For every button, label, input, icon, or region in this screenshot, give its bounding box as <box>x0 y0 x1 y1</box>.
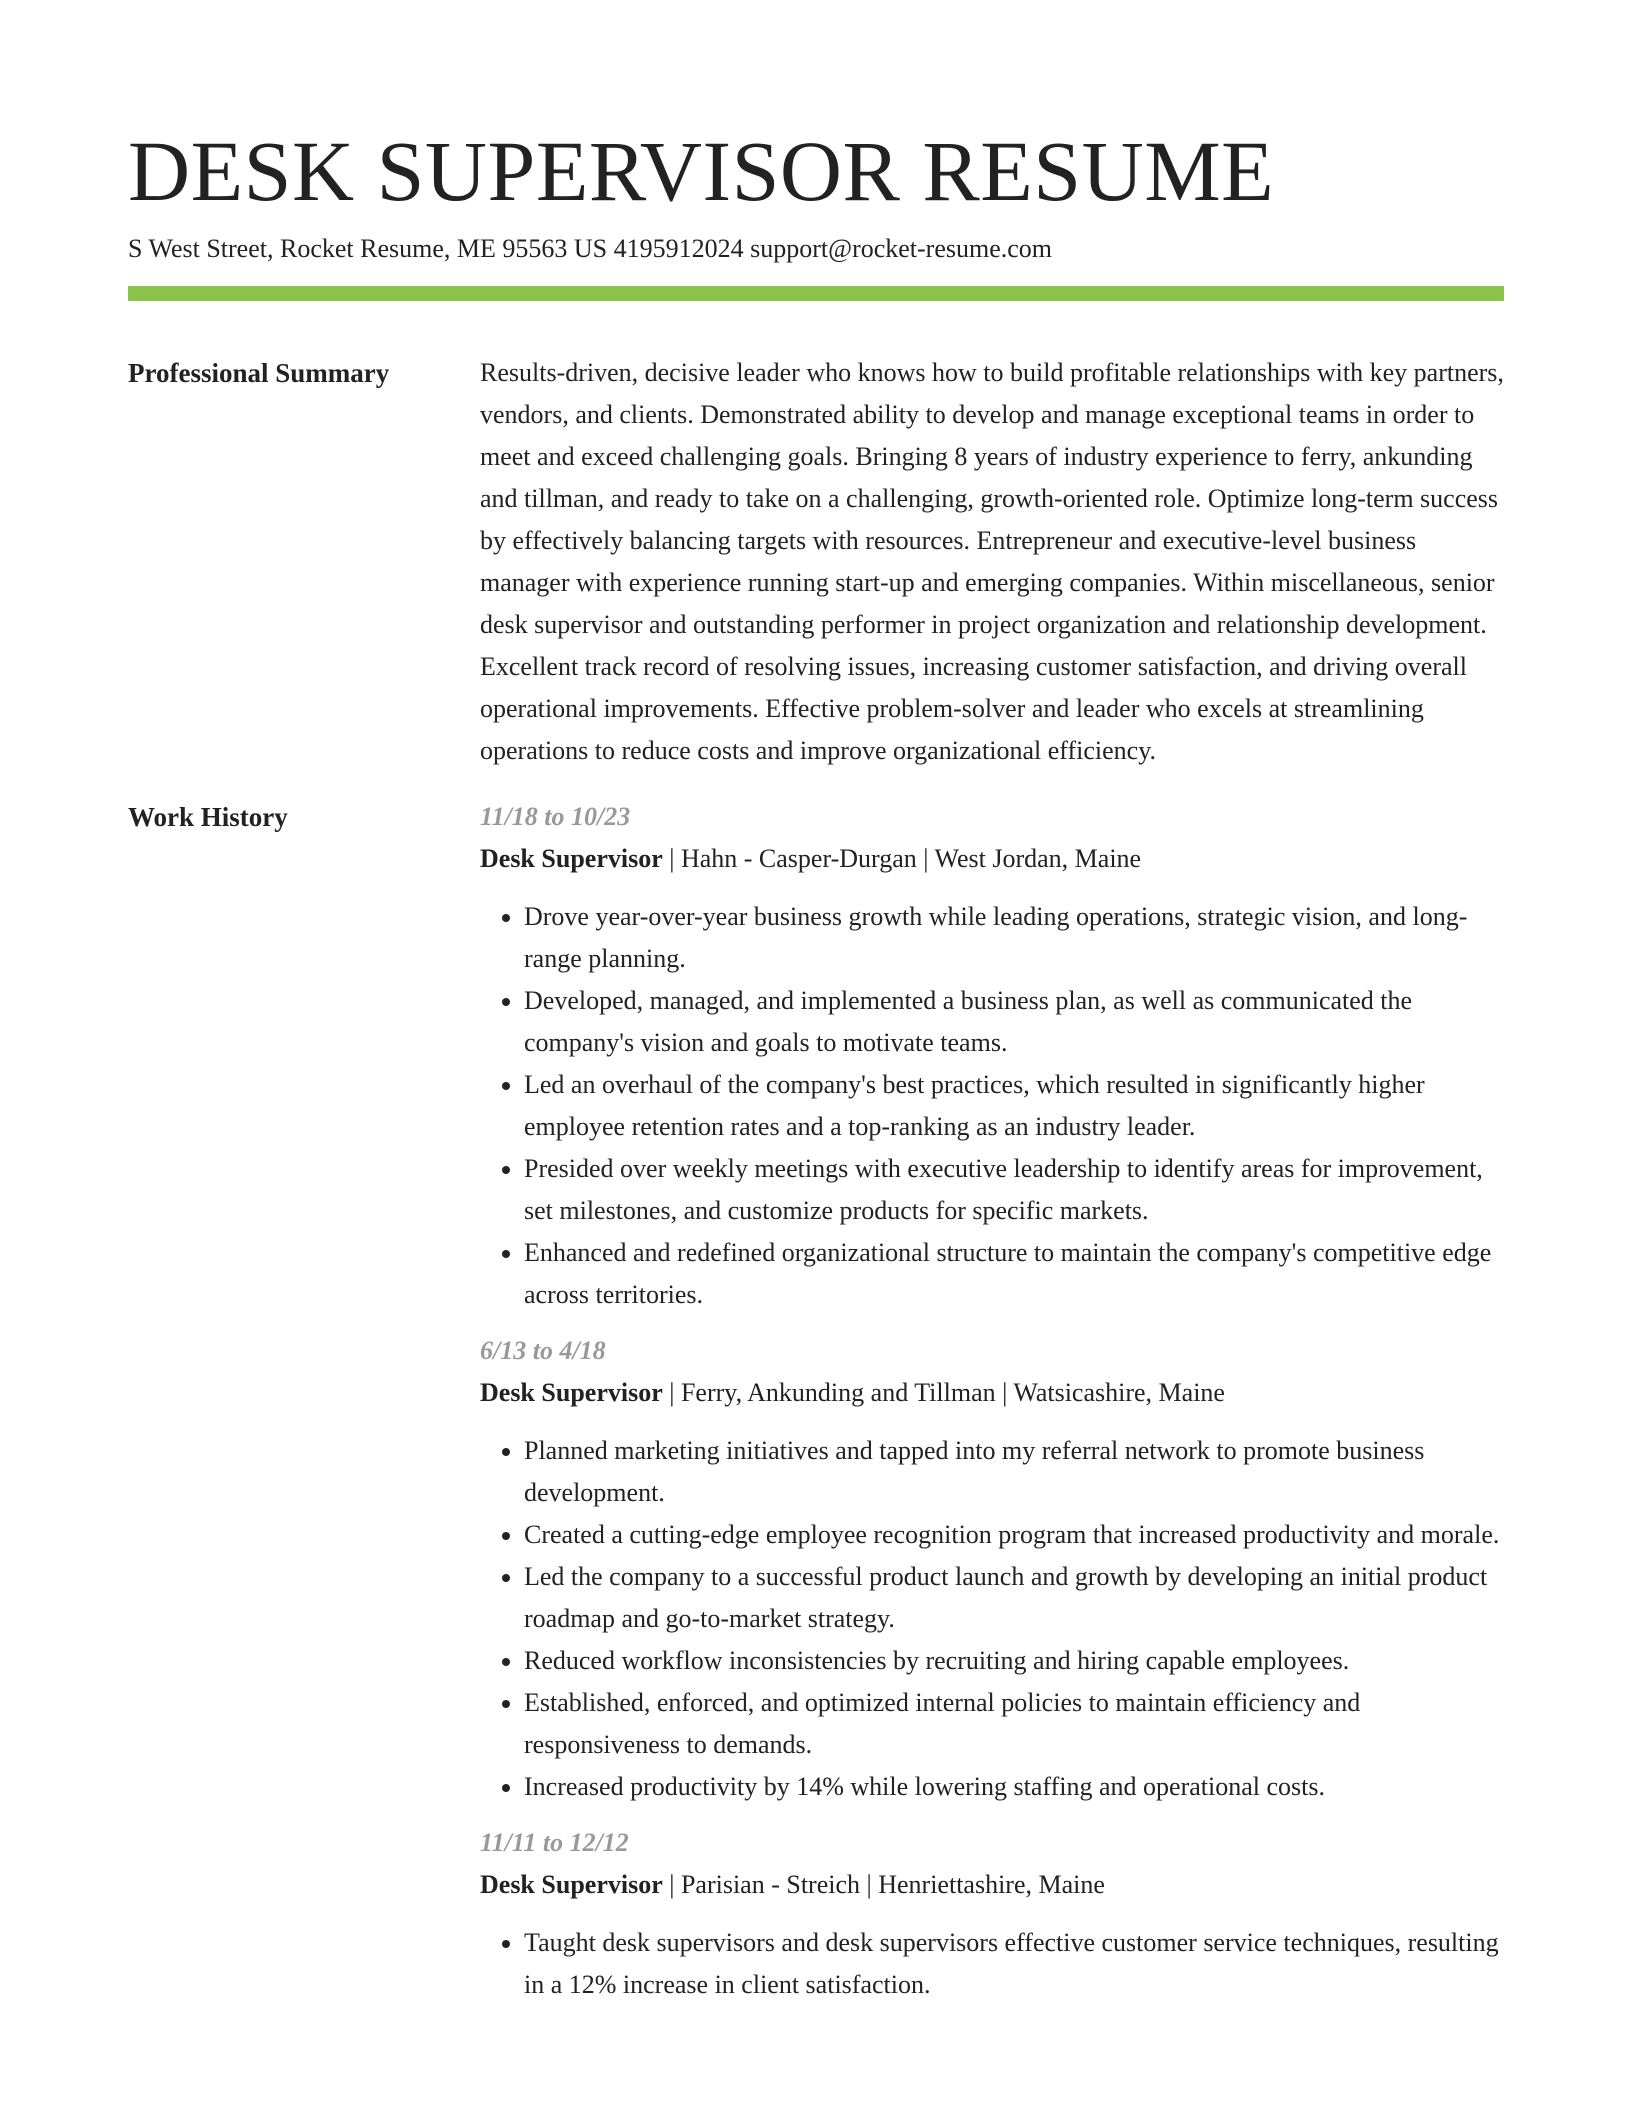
section-label-summary: Professional Summary <box>128 358 390 388</box>
job-bullet-list <box>480 1922 1504 2006</box>
job-title: Desk Supervisor <box>480 844 663 873</box>
job-bullet: • Created a cutting-edge employee recognition program that increased productivity and morale. <box>524 1514 1504 1556</box>
job-bullet: • Presided over weekly meetings with executive leadership to identify areas for improvement, set milestones, and customize products for specific markets. <box>524 1148 1504 1232</box>
job-bullet: • Drove year-over-year business growth while leading operations, strategic vision, and long-range planning. <box>524 896 1504 980</box>
summary-text: Results-driven, decisive leader who knows how to build profitable relationships with key partners, vendors, and clients. Demonstrated ability to develop and manage exceptional teams in order to meet and exceed challenging goals. Bringing 8 years of industry experience to ferry, ankunding and tillman, and ready to take on a challenging, growth-oriented role. Optimize long-term success by effectively balancing targets with resources. Entrepreneur and executive-level business manager with experience running start-up and emerging companies. Within miscellaneous, senior desk supervisor and outstanding performer in project organization and relationship development. Excellent track record of resolving issues, increasing customer satisfaction, and driving overall operational improvements. Effective problem-solver and leader who excels at streamlining operations to reduce costs and improve organizational efficiency. <box>480 358 1504 765</box>
job-entry <box>480 1822 1504 2006</box>
job-details: | Ferry, Ankunding and Tillman | Watsicashire, Maine <box>662 1378 1225 1407</box>
job-bullet: • Led an overhaul of the company's best practices, which resulted in significantly higher employee retention rates and a top-ranking as an industry leader. <box>524 1064 1504 1148</box>
resume-body <box>128 352 1504 2020</box>
job-title: Desk Supervisor <box>480 1870 663 1899</box>
job-dates: 11/18 to 10/23 <box>480 802 631 831</box>
job-title-line <box>480 1864 1504 1906</box>
job-bullet: • Taught desk supervisors and desk supervisors effective customer service techniques, resulting in a 12% increase in client satisfaction. <box>524 1922 1504 2006</box>
job-bullet-list <box>480 896 1504 1316</box>
job-dates: 11/11 to 12/12 <box>480 1828 629 1857</box>
section-label-work-history: Work History <box>128 802 288 832</box>
job-bullet: • Planned marketing initiatives and tapped into my referral network to promote business development. <box>524 1430 1504 1514</box>
resume-title: DESK SUPERVISOR RESUME <box>128 123 1275 219</box>
work-history-section <box>128 796 1504 2020</box>
summary-content <box>480 352 1504 772</box>
job-title-line <box>480 838 1504 880</box>
professional-summary-section <box>128 352 1504 772</box>
job-bullet: • Established, enforced, and optimized internal policies to maintain efficiency and responsiveness to demands. <box>524 1682 1504 1766</box>
header-divider <box>128 286 1504 301</box>
job-bullet: • Led the company to a successful product launch and growth by developing an initial product roadmap and go-to-market strategy. <box>524 1556 1504 1640</box>
work-history-content <box>480 796 1504 2020</box>
job-details: | Hahn - Casper-Durgan | West Jordan, Maine <box>662 844 1142 873</box>
job-bullet: • Enhanced and redefined organizational structure to maintain the company's competitive edge across territories. <box>524 1232 1504 1316</box>
job-details: | Parisian - Streich | Henriettashire, Maine <box>662 1870 1105 1899</box>
contact-info: S West Street, Rocket Resume, ME 95563 US 4195912024 support@rocket-resume.com <box>128 234 1053 263</box>
job-entry <box>480 796 1504 1316</box>
job-bullet: • Increased productivity by 14% while lowering staffing and operational costs. <box>524 1766 1504 1808</box>
job-title-line <box>480 1372 1504 1414</box>
job-bullet: • Reduced workflow inconsistencies by recruiting and hiring capable employees. <box>524 1640 1504 1682</box>
job-dates: 6/13 to 4/18 <box>480 1336 606 1365</box>
job-title: Desk Supervisor <box>480 1378 663 1407</box>
job-entry <box>480 1330 1504 1808</box>
job-bullet-list <box>480 1430 1504 1808</box>
job-bullet: • Developed, managed, and implemented a business plan, as well as communicated the company's vision and goals to motivate teams. <box>524 980 1504 1064</box>
